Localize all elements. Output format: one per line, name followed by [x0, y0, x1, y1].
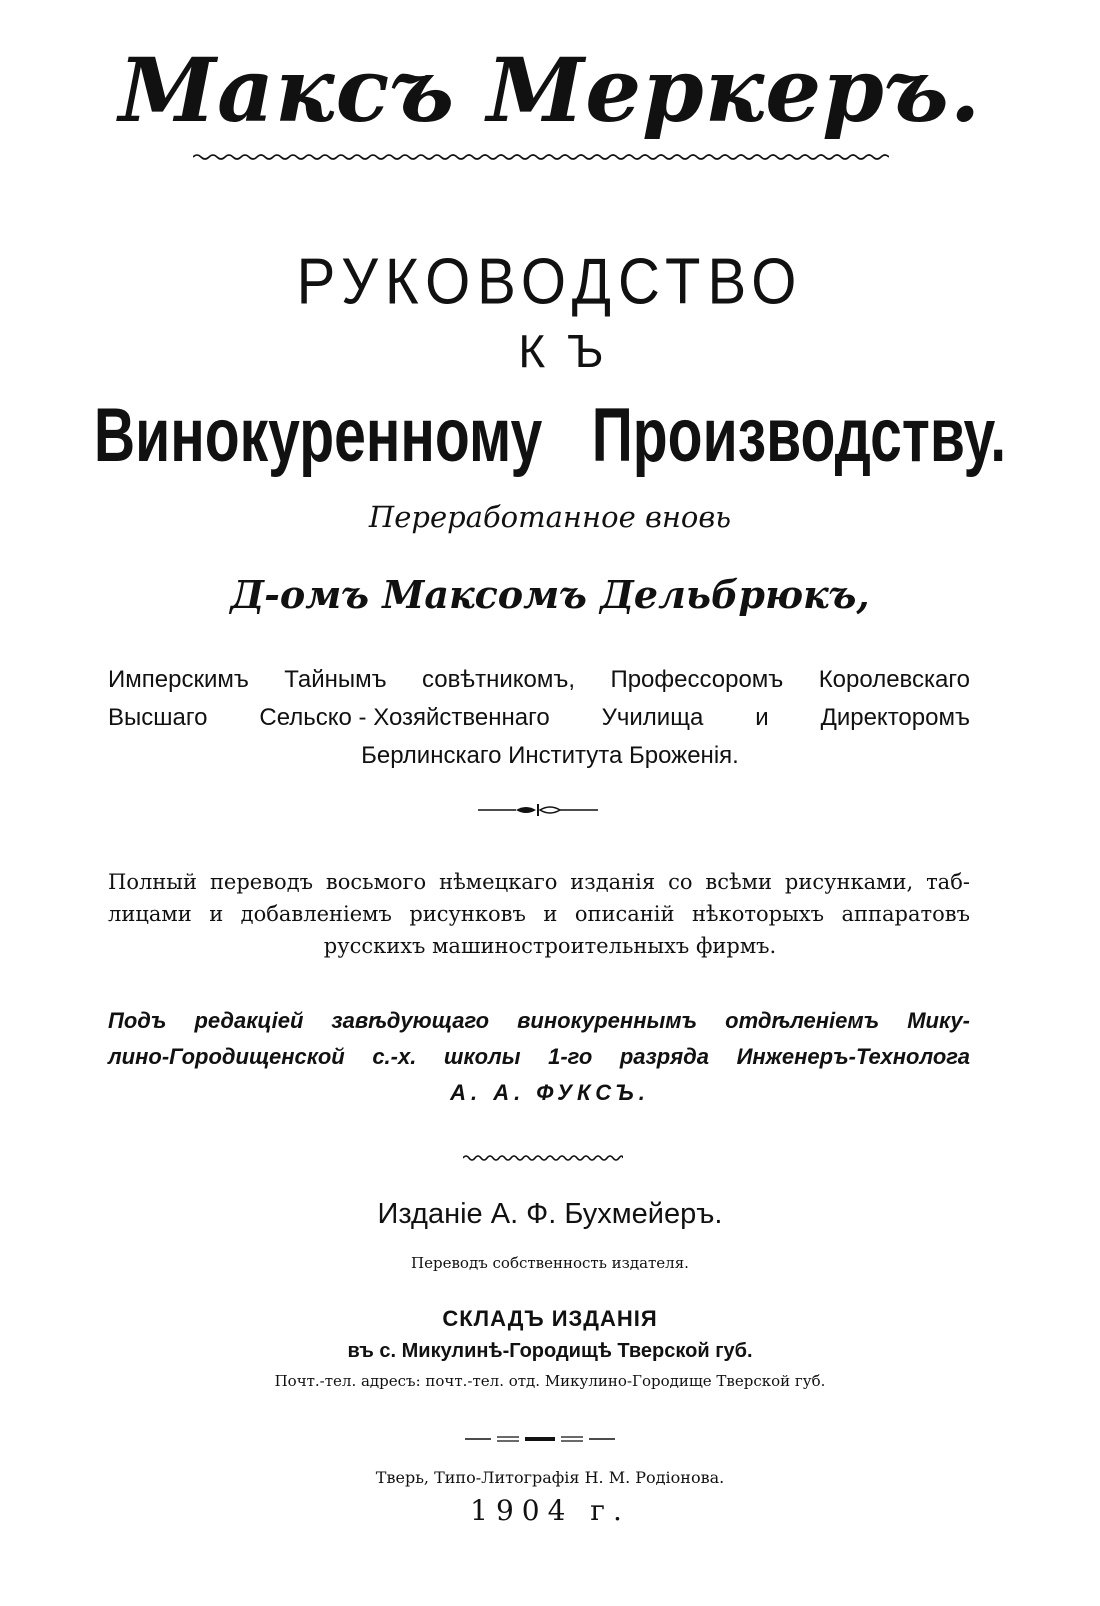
credential-word: Училища [601, 704, 704, 731]
editor-word: разряда [619, 1044, 709, 1069]
translation-note-line-1 [108, 870, 970, 894]
printer-line: Тверь, Типо-Литографія Н. М. Родіонова. [375, 1468, 725, 1487]
credential-word: Сельско - Хозяйственнаго [259, 704, 550, 731]
credential-word: Королевскаго [818, 666, 970, 693]
note-word: рисунковъ [409, 902, 526, 926]
note-word: и [209, 902, 224, 926]
title-line-to: КЪ [518, 325, 626, 377]
publisher-line: Изданіе А. Ф. Бухмейеръ. [377, 1198, 723, 1230]
note-word: таб- [926, 870, 970, 894]
credential-word: Директоромъ [820, 704, 970, 731]
translation-note-line-3: русскихъ машиностроительныхъ фирмъ. [323, 934, 777, 958]
dash-ornament-divider [465, 1434, 615, 1444]
note-word: нѣмецкаго [439, 870, 558, 894]
translation-note-line-2 [108, 902, 970, 926]
editor-word: 1-го [548, 1044, 593, 1069]
editor-line-2 [108, 1044, 970, 1070]
editor-word: отдѣленіемъ [725, 1008, 880, 1033]
warehouse-title: СКЛАДЪ ИЗДАНІЯ [442, 1306, 658, 1331]
editor-word: редакціей [194, 1008, 304, 1033]
credential-word: Профессоромъ [610, 666, 784, 693]
credential-word: Высшаго [108, 704, 208, 731]
editor-word: Инженеръ-Технолога [736, 1044, 970, 1069]
note-word: Полный [108, 870, 198, 894]
credential-word: Имперскимъ [108, 666, 249, 693]
credentials-line-2 [108, 704, 970, 732]
note-word: нѣкоторыхъ [691, 902, 824, 926]
note-word: и [543, 902, 558, 926]
warehouse-location: въ с. Микулинѣ-Городищѣ Тверской губ. [347, 1340, 753, 1362]
title-line-guide: РУКОВОДСТВО [296, 245, 804, 318]
note-word: добавленіемъ [240, 902, 392, 926]
postal-address: Почт.-тел. адресъ: почт.-тел. отд. Микулино-Городище Тверской губ. [274, 1372, 826, 1390]
credential-word: и [755, 704, 769, 731]
reviser-name: Д-омъ Максомъ Дельбрюкъ, [230, 572, 870, 617]
editor-word: лино-Городищенской [108, 1044, 345, 1069]
wavy-ornament-divider [463, 1152, 623, 1164]
note-word: со [668, 870, 693, 894]
credentials-line-3: Берлинскаго Института Броженія. [361, 742, 739, 769]
main-title: Винокуренному Производству. [93, 392, 1007, 478]
editor-word: Подъ [108, 1008, 167, 1033]
author-name: Максъ Меркеръ. [118, 38, 982, 142]
note-word: переводъ [209, 870, 313, 894]
credentials-line-1 [108, 666, 970, 694]
note-word: аппаратовъ [841, 902, 970, 926]
editor-word: завѣдующаго [331, 1008, 490, 1033]
note-word: рисунками, [784, 870, 914, 894]
note-word: изданія [570, 870, 656, 894]
note-word: описаній [574, 902, 675, 926]
note-word: всѣми [705, 870, 772, 894]
ornament-divider-icon [478, 800, 598, 820]
editor-line-1 [108, 1008, 970, 1034]
editor-word: Мику- [907, 1008, 970, 1033]
publication-year: 1904 г. [470, 1494, 630, 1527]
rights-note: Переводъ собственность издателя. [411, 1254, 689, 1272]
editor-name: А. А. ФУКСЪ. [450, 1080, 650, 1105]
editor-word: винокуреннымъ [517, 1008, 698, 1033]
editor-word: с.-х. [372, 1044, 417, 1069]
credential-word: совѣтникомъ, [422, 666, 576, 693]
wavy-rule-divider [193, 150, 889, 164]
reworked-intro: Переработанное вновь [368, 500, 732, 534]
note-word: восьмого [325, 870, 427, 894]
editor-word: школы [443, 1044, 521, 1069]
note-word: лицами [108, 902, 192, 926]
credential-word: Тайнымъ [284, 666, 387, 693]
